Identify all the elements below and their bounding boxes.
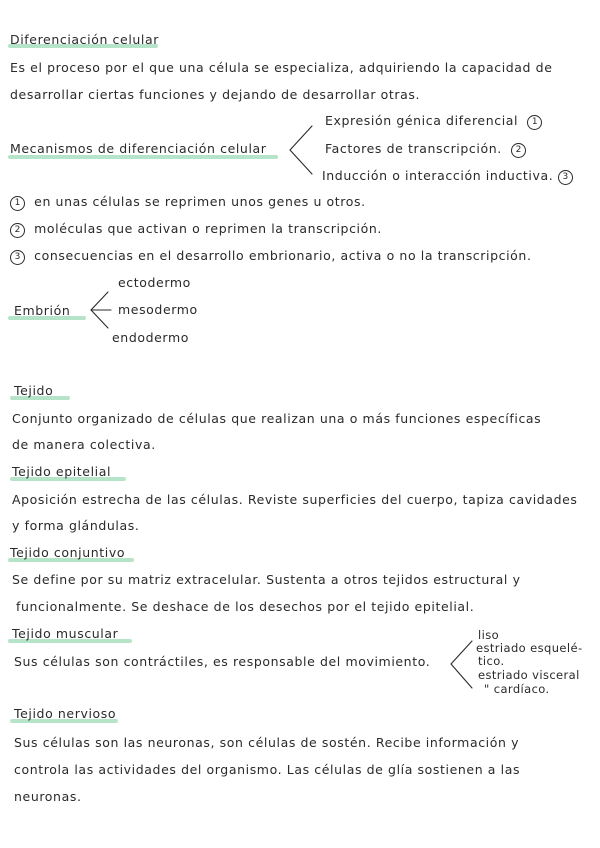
- section-title-diferenciacion: Diferenciación celular: [10, 32, 159, 47]
- muscle-type: estriado visceral: [478, 668, 580, 682]
- note-item: [10, 221, 382, 238]
- epitelial-title: Tejido epitelial: [12, 464, 112, 479]
- conjuntivo-text: Se define por su matriz extracelular. Sustenta a otros tejidos estructural y: [12, 572, 521, 587]
- mechanism-item: [322, 168, 573, 185]
- muscle-type: liso: [478, 628, 500, 642]
- definition-line: desarrollar ciertas funciones y dejando de desarrollar otras.: [10, 87, 421, 102]
- embryo-layer: endodermo: [112, 330, 189, 345]
- muscular-text: Sus células son contráctiles, es responsable del movimiento.: [14, 654, 431, 669]
- note-text: consecuencias en el desarrollo embrionario, activa o no la transcripción.: [34, 248, 532, 263]
- number-circle-icon: 1: [527, 115, 542, 130]
- embryo-layer: mesodermo: [118, 302, 198, 317]
- nervioso-title: Tejido nervioso: [14, 706, 117, 721]
- conjuntivo-title: Tejido conjuntivo: [10, 545, 126, 560]
- tejido-title: Tejido: [14, 383, 54, 398]
- note-text: en unas células se reprimen unos genes u otros.: [34, 194, 366, 209]
- mechanism-item: [325, 141, 526, 158]
- mechanism-label: Expresión génica diferencial: [325, 113, 519, 128]
- note-item: [10, 248, 532, 265]
- conjuntivo-text: funcionalmente. Se deshace de los desechos por el tejido epitelial.: [16, 599, 475, 614]
- number-circle-icon: 1: [10, 196, 25, 211]
- mechanism-label: Factores de transcripción.: [325, 141, 502, 156]
- embryo-connector: [91, 309, 113, 313]
- tejido-text: de manera colectiva.: [12, 437, 156, 452]
- number-circle-icon: 2: [511, 143, 526, 158]
- embryo-title: Embrión: [14, 303, 71, 318]
- muscular-title: Tejido muscular: [12, 626, 119, 641]
- definition-line: Es el proceso por el que una célula se especializa, adquiriendo la capacidad de: [10, 60, 553, 75]
- number-circle-icon: 3: [558, 170, 573, 185]
- nervioso-text: neuronas.: [14, 789, 82, 804]
- nervioso-text: Sus células son las neuronas, son células de sostén. Recibe información y: [14, 735, 520, 750]
- mechanism-item: [325, 113, 542, 130]
- number-circle-icon: 3: [10, 250, 25, 265]
- note-item: [10, 194, 366, 211]
- embryo-layer: ectodermo: [118, 275, 191, 290]
- number-circle-icon: 2: [10, 223, 25, 238]
- nervioso-text: controla las actividades del organismo. Las células de glía sostienen a las: [14, 762, 521, 777]
- epitelial-text: y forma glándulas.: [12, 518, 140, 533]
- muscle-type: " cardíaco.: [484, 682, 550, 696]
- mechanism-label: Inducción o interacción inductiva.: [322, 168, 554, 183]
- epitelial-text: Aposición estrecha de las células. Reviste superficies del cuerpo, tapiza cavidades: [12, 492, 578, 507]
- muscle-type: estriado esquelé-: [476, 641, 583, 655]
- muscle-type: tico.: [478, 654, 505, 668]
- mechanisms-title: Mecanismos de diferenciación celular: [10, 141, 267, 156]
- muscular-bracket: [448, 638, 476, 692]
- note-text: moléculas que activan o reprimen la transcripción.: [34, 221, 382, 236]
- mechanisms-bracket: [286, 120, 316, 180]
- tejido-text: Conjunto organizado de células que realizan una o más funciones específicas: [12, 411, 542, 426]
